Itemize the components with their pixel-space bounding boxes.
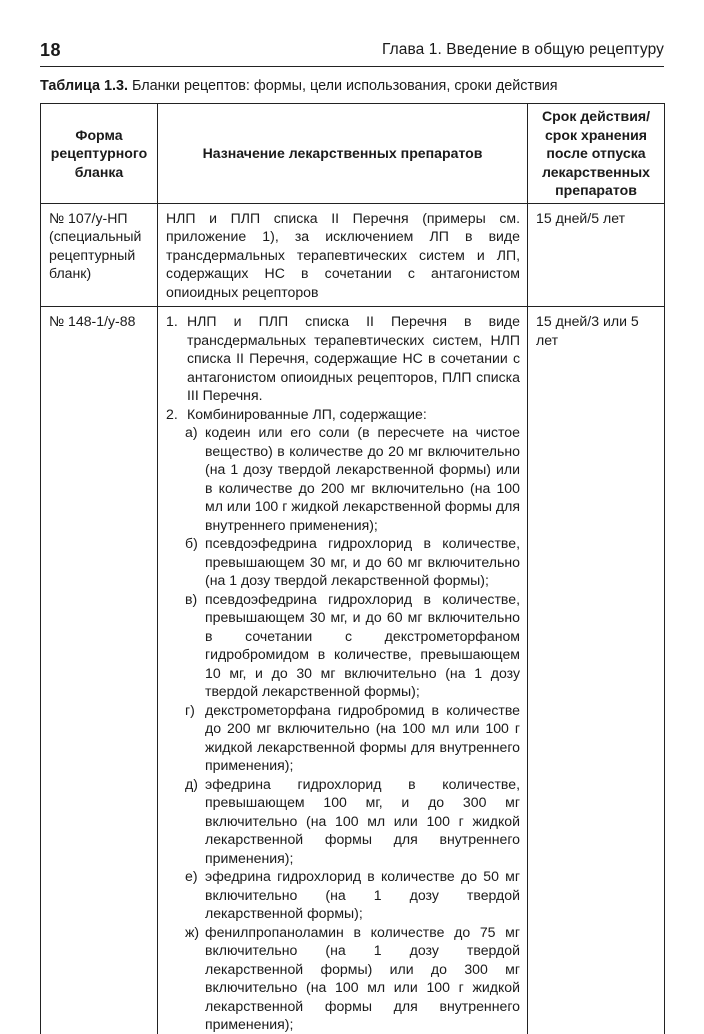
sub-list-item xyxy=(185,923,520,1034)
table-caption-label: Таблица 1.3. xyxy=(40,78,128,94)
cell-form: № 148-1/у-88 xyxy=(41,307,158,1034)
list-item-text: НЛП и ПЛП списка II Перечня в виде трансдермальных терапевтических систем, НЛП списка II Перечня, содержащие НС в сочетании с антагонистом опиоидных рецепторов, ПЛП списка III Перечня. xyxy=(187,313,520,403)
list-item-number: 2. xyxy=(166,405,178,422)
sub-item-text: псевдоэфедрина гидрохлорид в количестве, превышающем 30 мг, и до 60 мг включительно (на 1 дозу твердой лекарственной формы); xyxy=(205,535,520,588)
header-divider xyxy=(40,66,664,67)
sub-item-letter: г) xyxy=(185,701,195,718)
sub-list-item xyxy=(185,701,520,775)
sub-item-text: эфедрина гидрохлорид в количестве, превышающем 100 мг, и до 300 мг включительно (на 100 мл или 100 г жидкой лекарственной формы для внутреннего применения); xyxy=(205,775,520,866)
list-item-text: Комбинированные ЛП, содержащие: xyxy=(187,405,427,422)
sub-item-text: фенилпропаноламин в количестве до 75 мг включительно (на 1 дозу твердой лекарственной формы) или до 300 мг включительно (на 100 мл или 100 г жидкой лекарственной формы для внутреннего применения); xyxy=(205,923,520,1032)
sub-list-item xyxy=(185,534,520,590)
table-row xyxy=(41,203,665,307)
table-header-row xyxy=(41,104,665,204)
column-header-form: Форма рецептурного бланка xyxy=(41,104,158,204)
sub-item-letter: а) xyxy=(185,424,198,440)
column-header-term: Срок действия/ срок хранения после отпуска лекарственных препаратов xyxy=(528,104,665,204)
prescription-forms-table xyxy=(40,103,665,1034)
list-item xyxy=(166,312,520,405)
cell-term: 15 дней/5 лет xyxy=(528,203,665,307)
cell-term: 15 дней/3 или 5 лет xyxy=(528,307,665,1034)
sub-item-text: кодеин или его соли (в пересчете на чистое вещество) в количестве до 20 мг включительно (на 1 дозу твердой лекарственной формы) или в количестве до 200 мг включительно (на 100 мл или 100 г жидкой лекарственной формы для внутреннего применения); xyxy=(205,424,520,533)
sub-list-item xyxy=(185,775,520,868)
sub-item-text: псевдоэфедрина гидрохлорид в количестве, превышающем 30 мг, и до 60 мг включительно в сочетании с декстрометорфаном гидробромидом в количестве, превышающем 10 мг, и до 30 мг включительно (на 1 дозу твердой лекарственной формы); xyxy=(205,590,520,699)
table-caption xyxy=(40,78,664,94)
sub-list-item xyxy=(185,423,520,534)
column-header-purpose: Назначение лекарственных препаратов xyxy=(158,104,528,204)
list-item xyxy=(166,405,520,424)
sub-item-letter: б) xyxy=(185,535,198,551)
list-item-number: 1. xyxy=(166,313,178,329)
table-row xyxy=(41,307,665,1034)
sub-item-text: эфедрина гидрохлорид в количестве до 50 мг включительно (на 1 дозу твердой лекарственной формы); xyxy=(205,868,520,921)
purpose-list xyxy=(166,312,520,1034)
sub-list-item xyxy=(185,590,520,701)
page-header xyxy=(40,40,664,66)
cell-form: № 107/у-НП (специальный рецептурный бланк) xyxy=(41,203,158,307)
cell-purpose xyxy=(158,307,528,1034)
sub-item-text: декстрометорфана гидробромид в количестве до 200 мг включительно (на 100 мл или 100 г жидкой лекарственной формы для внутреннего применения); xyxy=(205,701,520,773)
page-number: 18 xyxy=(40,40,62,60)
sub-item-letter: ж) xyxy=(185,923,200,940)
sub-item-letter: д) xyxy=(185,775,198,792)
running-title: Глава 1. Введение в общую рецептуру xyxy=(381,41,664,58)
sub-item-letter: е) xyxy=(185,868,198,884)
sub-item-letter: в) xyxy=(185,590,198,607)
cell-purpose: НЛП и ПЛП списка II Перечня (примеры см. приложение 1), за исключением ЛП в виде трансдермальных терапевтических систем и ЛП, содержащих НС в сочетании с антагонистом опиоидных рецепторов xyxy=(158,203,528,307)
sub-list-item xyxy=(185,867,520,923)
table-caption-text: Бланки рецептов: формы, цели использования, сроки действия xyxy=(127,78,558,94)
